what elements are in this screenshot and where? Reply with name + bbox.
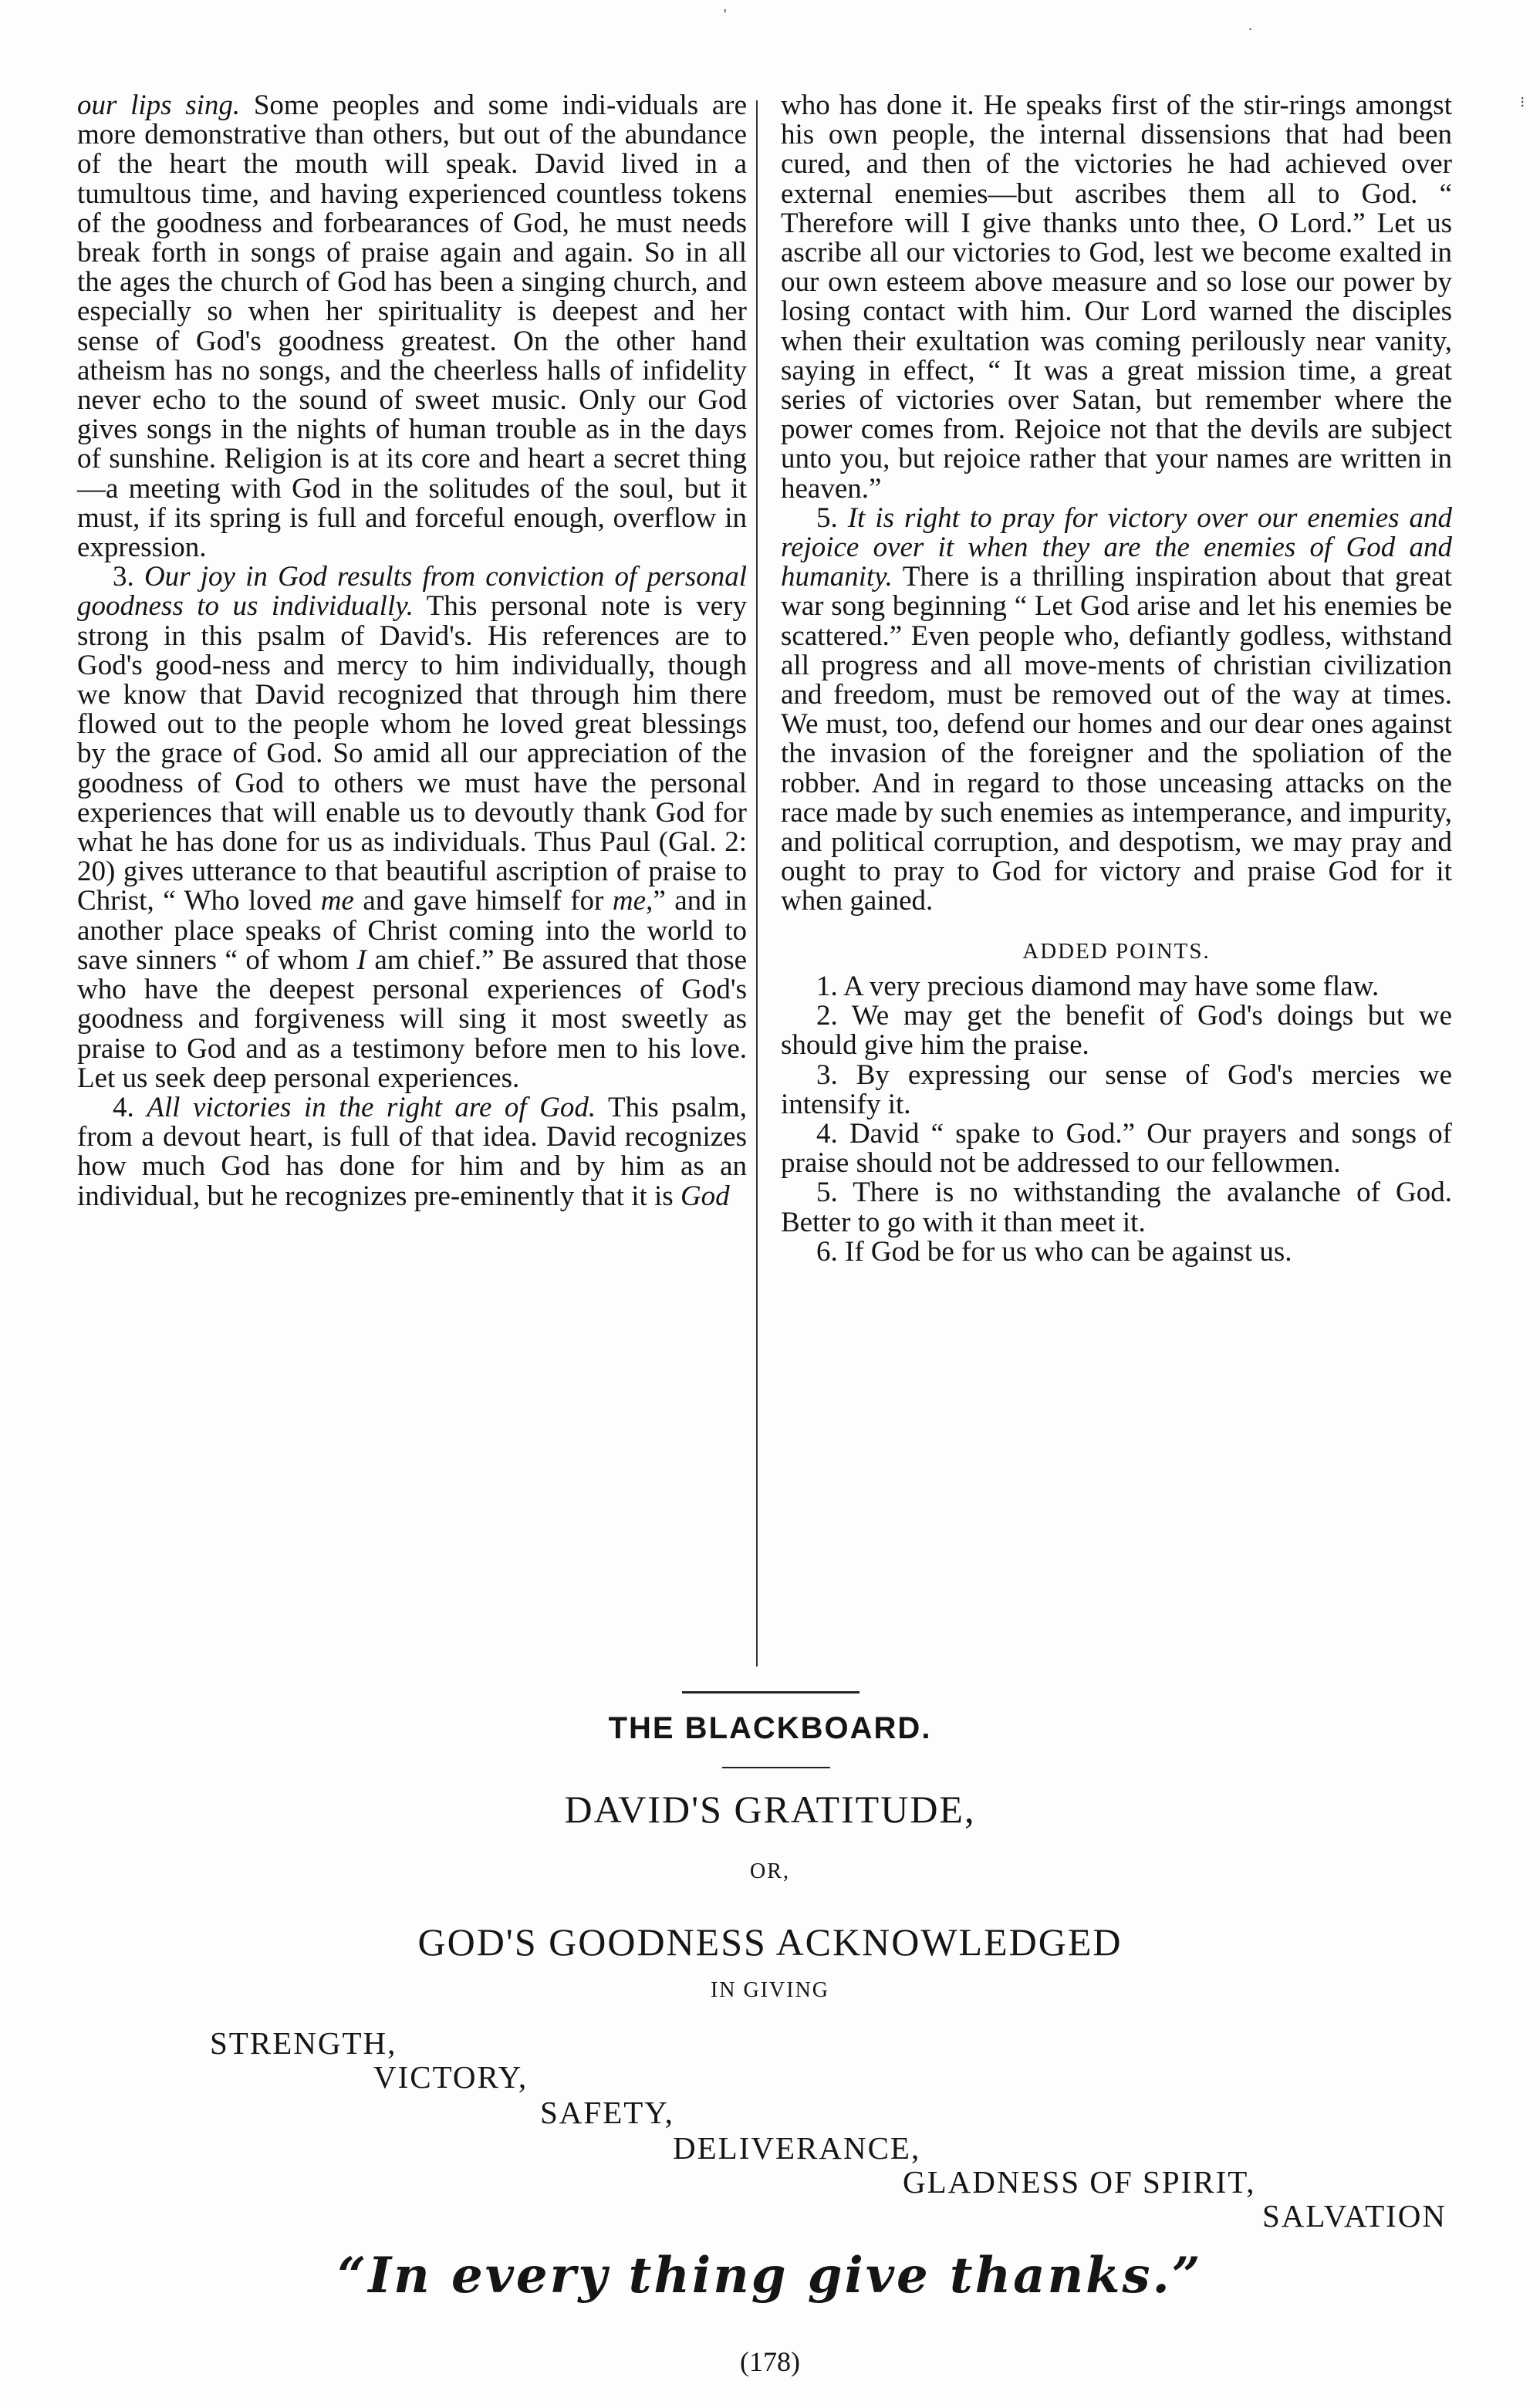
paragraph-text: This personal note is very strong in this psalm of David's. His references are to God's good-ness and mercy to him individually, though we know that David recognized that through him there flowed out to the people whom he loved great blessings by the grace of God. So amid all our appreciation of the goodness of God to others we must have the personal experiences that will enable us to devoutly thank God for what he has done for us as individuals. Thus Paul (Gal. 2: 20) gives utterance to that beautiful ascription of praise to Christ, “ Who loved xyxy=(77,590,747,917)
paragraph-text: who has done it. He speaks first of the stir-rings amongst his own people, the internal dissensions that had been cured, and then of the victories he had achieved over external enemies—but ascribes them all to God. “ Therefore will I give thanks unto thee, O Lord.” Let us ascribe all our victories to God, lest we become exalted in our own esteem above measure and so lose our power by losing contact with him. Our Lord warned the disciples when their exultation was coming perilously near vanity, saying in effect, “ It was a great mission time, a great series of victories over Satan, but remember where the power comes from. Rejoice not that the devils are subject unto you, but rejoice rather that your names are written in heaven.” xyxy=(781,89,1452,505)
paragraph xyxy=(781,91,1452,504)
left-column xyxy=(77,91,747,1211)
blackboard-step: DELIVERANCE, xyxy=(673,2130,921,2166)
blackboard-step: SALVATION xyxy=(1262,2198,1447,2234)
added-point: 6. If God be for us who can be against us. xyxy=(816,1235,1292,1268)
page-number: (178) xyxy=(740,2346,800,2377)
scan-mark: . xyxy=(1248,17,1252,34)
paragraph-text: ” and in another place speaks of Christ coming into the world to save sinners “ of whom xyxy=(77,885,747,976)
point-number: 5. xyxy=(816,501,838,534)
section-divider xyxy=(682,1691,859,1694)
italic-word: me, xyxy=(612,885,653,917)
blackboard-in-giving: IN GIVING xyxy=(710,1978,830,2002)
added-point: 5. There is no withstanding the avalanche of God. Better to go with it than meet it. xyxy=(781,1177,1452,1238)
italic-heading: All victories in the right are of God. xyxy=(147,1091,596,1123)
blackboard-step: VICTORY, xyxy=(373,2059,529,2095)
added-point: 3. By expressing our sense of God's mercies we intensify it. xyxy=(781,1059,1452,1120)
blackboard-title: THE BLACKBOARD. xyxy=(608,1711,932,1745)
scan-mark: ⁝ xyxy=(1520,94,1525,111)
blackboard-or: OR, xyxy=(750,1859,790,1883)
paragraph-text: There is a thrilling inspiration about that great war song beginning “ Let God arise and let his enemies be scattered.” Even people who, defiantly godless, withstand all progress and all move-ments of christian civilization and freedom, must be removed out of the way at times. We must, too, defend our homes and our dear ones against the invasion of the foreigner and the spoliation of the robber. And in regard to those unceasing attacks on the race made by such enemies as intemperance, and impurity, and political corruption, and despotism, we may pray and ought to pray to God for victory and praise God for it when gained. xyxy=(781,561,1452,917)
blackboard-motto: “In every thing give thanks.” xyxy=(337,2247,1203,2305)
paragraph xyxy=(77,562,747,1093)
paragraph-text: Some peoples and some indi-viduals are more demonstrative than others, but out of the abundance of the heart the mouth will speak. David lived in a tumultous time, and having experienced countless tokens of the goodness and forbearances of God, he must needs break forth in songs of praise again and again. So in all the ages the church of God has been a singing church, and especially so when her spirituality is deepest and her sense of God's goodness greatest. On the other hand atheism has no songs, and the cheerless halls of infidelity never echo to the sound of sweet music. Only our God gives songs in the nights of human trouble as in the days of sunshine. Religion is at its core and heart a secret thing—a meeting with God in the solitudes of the soul, but it must, if its spring is full and forceful enough, overflow in expression. xyxy=(77,89,747,564)
paragraph xyxy=(77,1093,747,1211)
paragraph xyxy=(77,91,747,562)
point-number: 4. xyxy=(113,1091,134,1123)
point-number: 3. xyxy=(113,561,134,593)
added-point: 4. David “ spake to God.” Our prayers and songs of praise should not be addressed to our fellowmen. xyxy=(781,1117,1452,1180)
italic-word: God xyxy=(680,1180,730,1212)
paragraph xyxy=(781,501,1453,917)
short-divider xyxy=(722,1767,830,1768)
right-column xyxy=(781,91,1452,1267)
blackboard-heading: DAVID'S GRATITUDE, xyxy=(564,1788,976,1831)
paragraph-text: and gave himself for xyxy=(353,885,613,917)
italic-word: I xyxy=(356,944,366,976)
paragraph-text: am chief.” Be assured that those who have the deepest personal experiences of God's goodness and forgiveness will sing it most sweetly as praise to God and as a testimony before men to his love. Let us seek deep personal experiences. xyxy=(77,944,748,1094)
blackboard-subheading: GOD'S GOODNESS ACKNOWLEDGED xyxy=(417,1920,1123,1964)
column-divider xyxy=(756,100,758,1667)
scan-mark: ' xyxy=(724,6,727,23)
italic-word: me xyxy=(320,885,354,917)
added-points-heading: ADDED POINTS. xyxy=(1022,938,1211,964)
paragraph-text: This psalm, from a devout heart, is full of that idea. David recognizes how much God has done for him and by him as an individual, but he recognizes pre-eminently that it is xyxy=(77,1091,747,1212)
italic-heading: Our joy in God results from conviction of personal goodness to us individually. xyxy=(77,561,748,623)
italic-heading: It is right to pray for victory over our enemies and rejoice over it when they are the enemies of God and humanity. xyxy=(781,501,1453,593)
added-point: 2. We may get the benefit of God's doings but we should give him the praise. xyxy=(781,1000,1452,1062)
blackboard-step: STRENGTH, xyxy=(210,2025,397,2061)
added-point: 1. A very precious diamond may have some flaw. xyxy=(816,970,1380,1002)
blackboard-step: GLADNESS OF SPIRIT, xyxy=(903,2164,1256,2200)
italic-phrase: our lips sing. xyxy=(77,89,241,121)
blackboard-step: SAFETY, xyxy=(540,2095,674,2130)
